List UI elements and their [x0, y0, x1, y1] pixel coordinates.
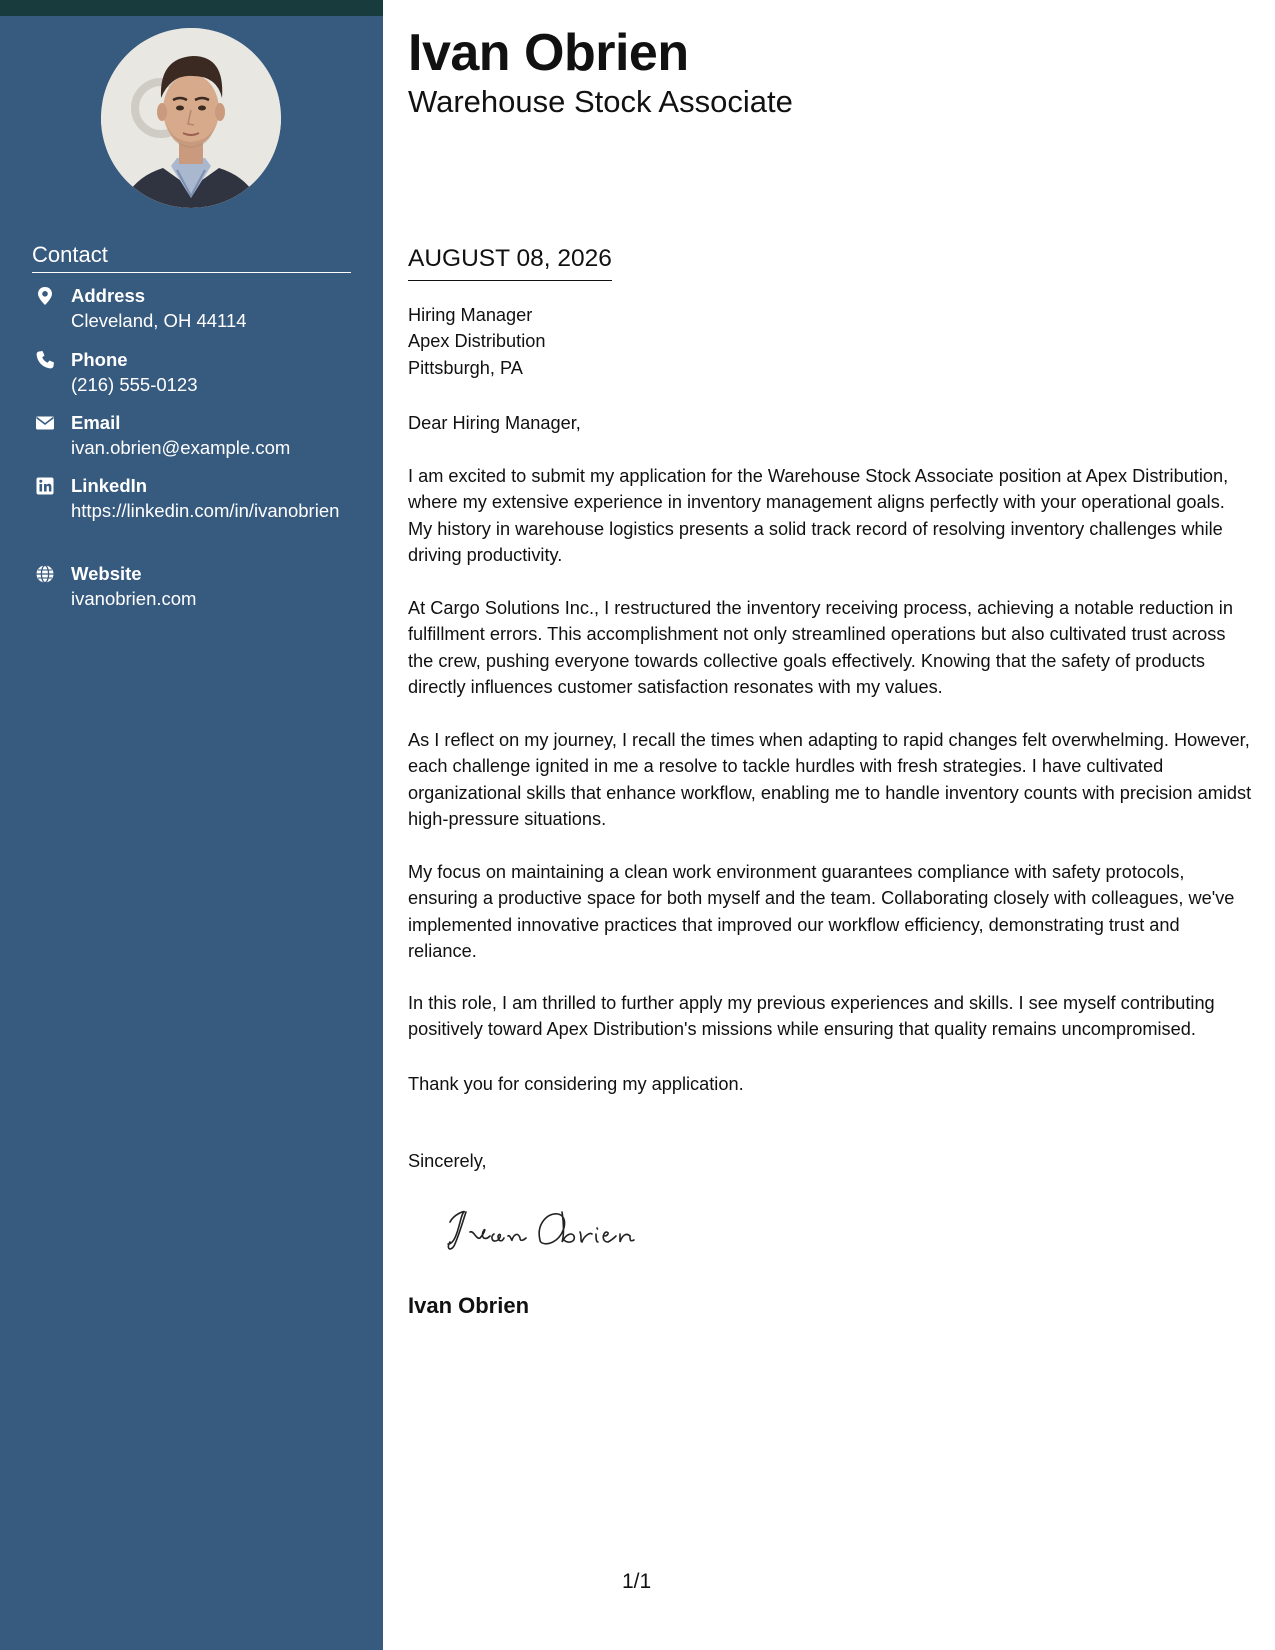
address-value: Cleveland, OH 44114 — [71, 310, 247, 331]
phone-icon — [35, 350, 55, 370]
website-label: Website — [71, 563, 142, 584]
body-paragraph: As I reflect on my journey, I recall the times when adapting to rapid changes felt overwhelming. However, each challenge ignited in me a resolve to tackle hurdles with fresh strategies. I have cultivated organizational skills that enhance workflow, enabling me to handle inventory counts with precision amidst high-pressure situations. — [408, 730, 1252, 830]
recipient-title: Hiring Manager — [408, 305, 533, 325]
signature-image — [440, 1200, 640, 1265]
envelope-icon — [35, 413, 55, 433]
address-label: Address — [71, 285, 146, 306]
globe-icon — [35, 564, 55, 584]
body-paragraph: At Cargo Solutions Inc., I restructured the inventory receiving process, achieving a notable reduction in fulfillment errors. This accomplishment not only streamlined operations but also cultivated trust across the crew, pushing everyone towards collective goals effectively. Knowing that the safety of products directly influences customer satisfaction resonates with my values. — [408, 598, 1233, 698]
linkedin-label: LinkedIn — [71, 475, 148, 496]
website-value[interactable]: ivanobrien.com — [71, 588, 197, 609]
location-pin-icon — [35, 286, 55, 306]
email-value: ivan.obrien@example.com — [71, 437, 291, 458]
job-title: Warehouse Stock Associate — [408, 84, 793, 119]
phone-label: Phone — [71, 349, 128, 370]
phone-value: (216) 555-0123 — [71, 374, 198, 395]
page-number: 1/1 — [622, 1570, 652, 1593]
recipient-block — [408, 302, 1228, 381]
body-paragraph: My focus on maintaining a clean work environment guarantees compliance with safety protocols, ensuring a productive space for both myself and the team. Collaborating closely with colleagues, we've implemented innovative practices that improved our workflow efficiency, demonstrating trust and reliance. — [408, 862, 1235, 962]
applicant-name: Ivan Obrien — [408, 24, 689, 82]
greeting: Dear Hiring Manager, — [408, 413, 581, 433]
linkedin-icon — [35, 476, 55, 496]
email-label: Email — [71, 412, 121, 433]
contact-heading: Contact — [32, 242, 351, 273]
body-paragraph: In this role, I am thrilled to further apply my previous experiences and skills. I see myself contributing positively toward Apex Distribution's missions while ensuring that quality remains uncompromised. — [408, 993, 1215, 1040]
letter-date: AUGUST 08, 2026 — [408, 244, 612, 281]
body-paragraph: Thank you for considering my application. — [408, 1074, 744, 1094]
sidebar — [0, 0, 383, 1650]
body-paragraph: I am excited to submit my application for the Warehouse Stock Associate position at Apex Distribution, where my extensive experience in inventory management aligns perfectly with your operational goals. My history in warehouse logistics presents a solid track record of resolving inventory challenges while driving productivity. — [408, 466, 1229, 566]
closing: Sincerely, — [408, 1151, 487, 1171]
sidebar-top-bar — [0, 0, 383, 16]
linkedin-value[interactable]: https://linkedin.com/in/ivanobrien — [71, 500, 340, 521]
profile-photo — [101, 28, 281, 208]
recipient-company: Apex Distribution — [408, 331, 546, 352]
signed-name: Ivan Obrien — [408, 1293, 530, 1318]
recipient-location: Pittsburgh, PA — [408, 357, 523, 378]
